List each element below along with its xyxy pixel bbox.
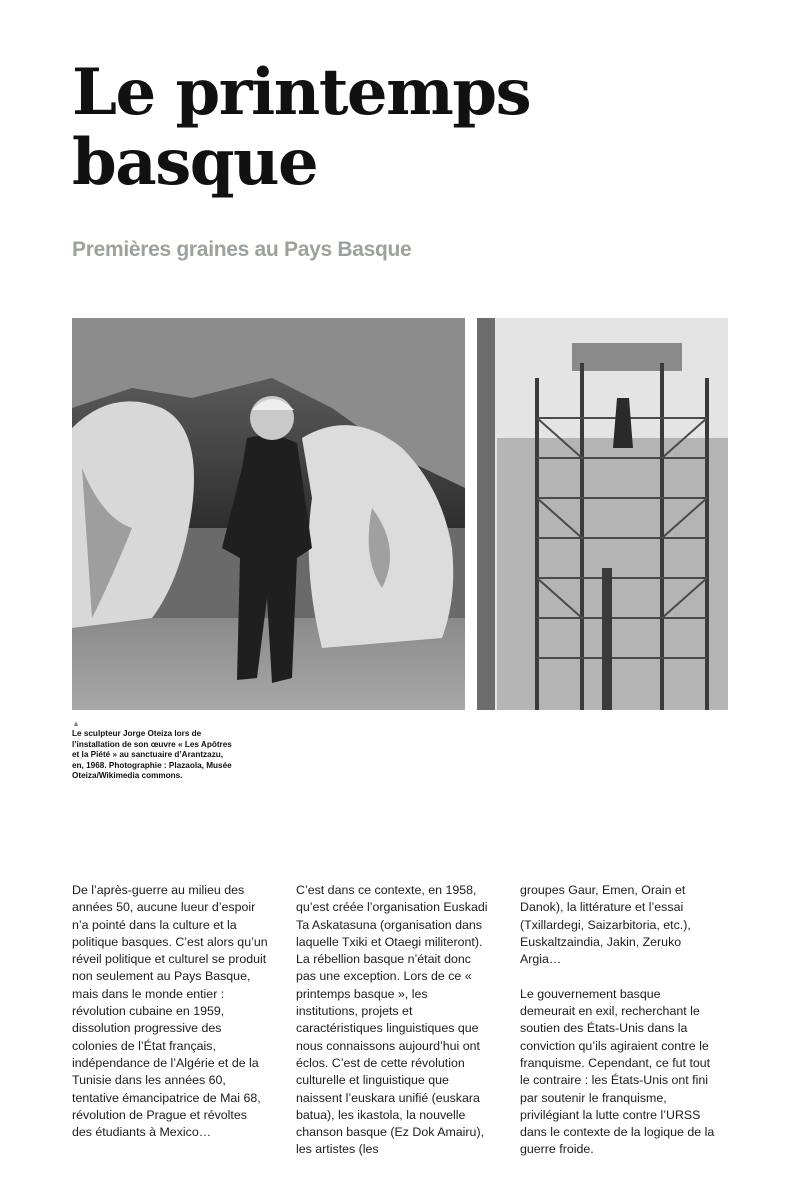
body-column-3 xyxy=(520,882,716,1176)
photo-sculptor xyxy=(72,318,465,710)
photo-scaffolding xyxy=(477,318,728,710)
body-column-2 xyxy=(296,882,492,1176)
photo-caption: Le sculpteur Jorge Oteiza lors de l’installation de son œuvre « Les Apôtres et la Piété » au sanctuaire d’Arantzazu, en, 1968. Photographie : Plazaola, Musée Oteiza/Wikimedia commons. xyxy=(72,729,232,780)
body-paragraph: Le gouvernement basque demeurait en exil, recherchant le soutien des États-Unis dans la conviction qu’ils agiraient contre le franquisme. Cependant, ce fut tout le contraire : les États-Unis ont fini par soutenir le franquisme, privilégiant la lutte contre l’URSS dans le contexte de la logique de la guerre froide. xyxy=(520,986,715,1157)
caption-marker-icon: ▲ xyxy=(72,719,80,728)
body-paragraph: groupes Gaur, Emen, Orain et Danok), la littérature et l’essai (Txillardegi, Saizarbitoria, etc.), Euskaltzaindia, Jakin, Zeruko Argia… xyxy=(520,883,691,967)
article-title: Le printemps basque xyxy=(72,55,531,200)
body-paragraph: C’est dans ce contexte, en 1958, qu’est créée l’organisation Euskadi Ta Askatasuna (organisation dans laquelle Txiki et Otaegi militeront). La rébellion basque n’était donc pas une exception. Lors de ce « printemps basque », les institutions, projets et caractéristiques linguistiques que nous connaissons aujourd’hui ont éclos. C’est de cette révolution culturelle et linguistique que naissent l’euskara unifié (euskara batua), les ikastola, la nouvelle chanson basque (Ez Dok Amairu), les artistes (les xyxy=(296,883,488,1157)
body-paragraph: De l’après-guerre au milieu des années 50, aucune lueur d’espoir n’a pointé dans la culture et la politique basques. C’est alors qu’un réveil politique et culturel se produit non seulement au Pays Basque, mais dans le monde entier : révolution cubaine en 1959, dissolution progressive des colonies de l’État français, indépendance de l’Algérie et de la Tunisie dans les années 60, tentative émancipatrice de Mai 68, révolution de Prague et révoltes des étudiants à Mexico… xyxy=(72,883,268,1140)
article-subtitle: Premières graines au Pays Basque xyxy=(72,238,412,261)
body-column-1 xyxy=(72,882,268,1159)
